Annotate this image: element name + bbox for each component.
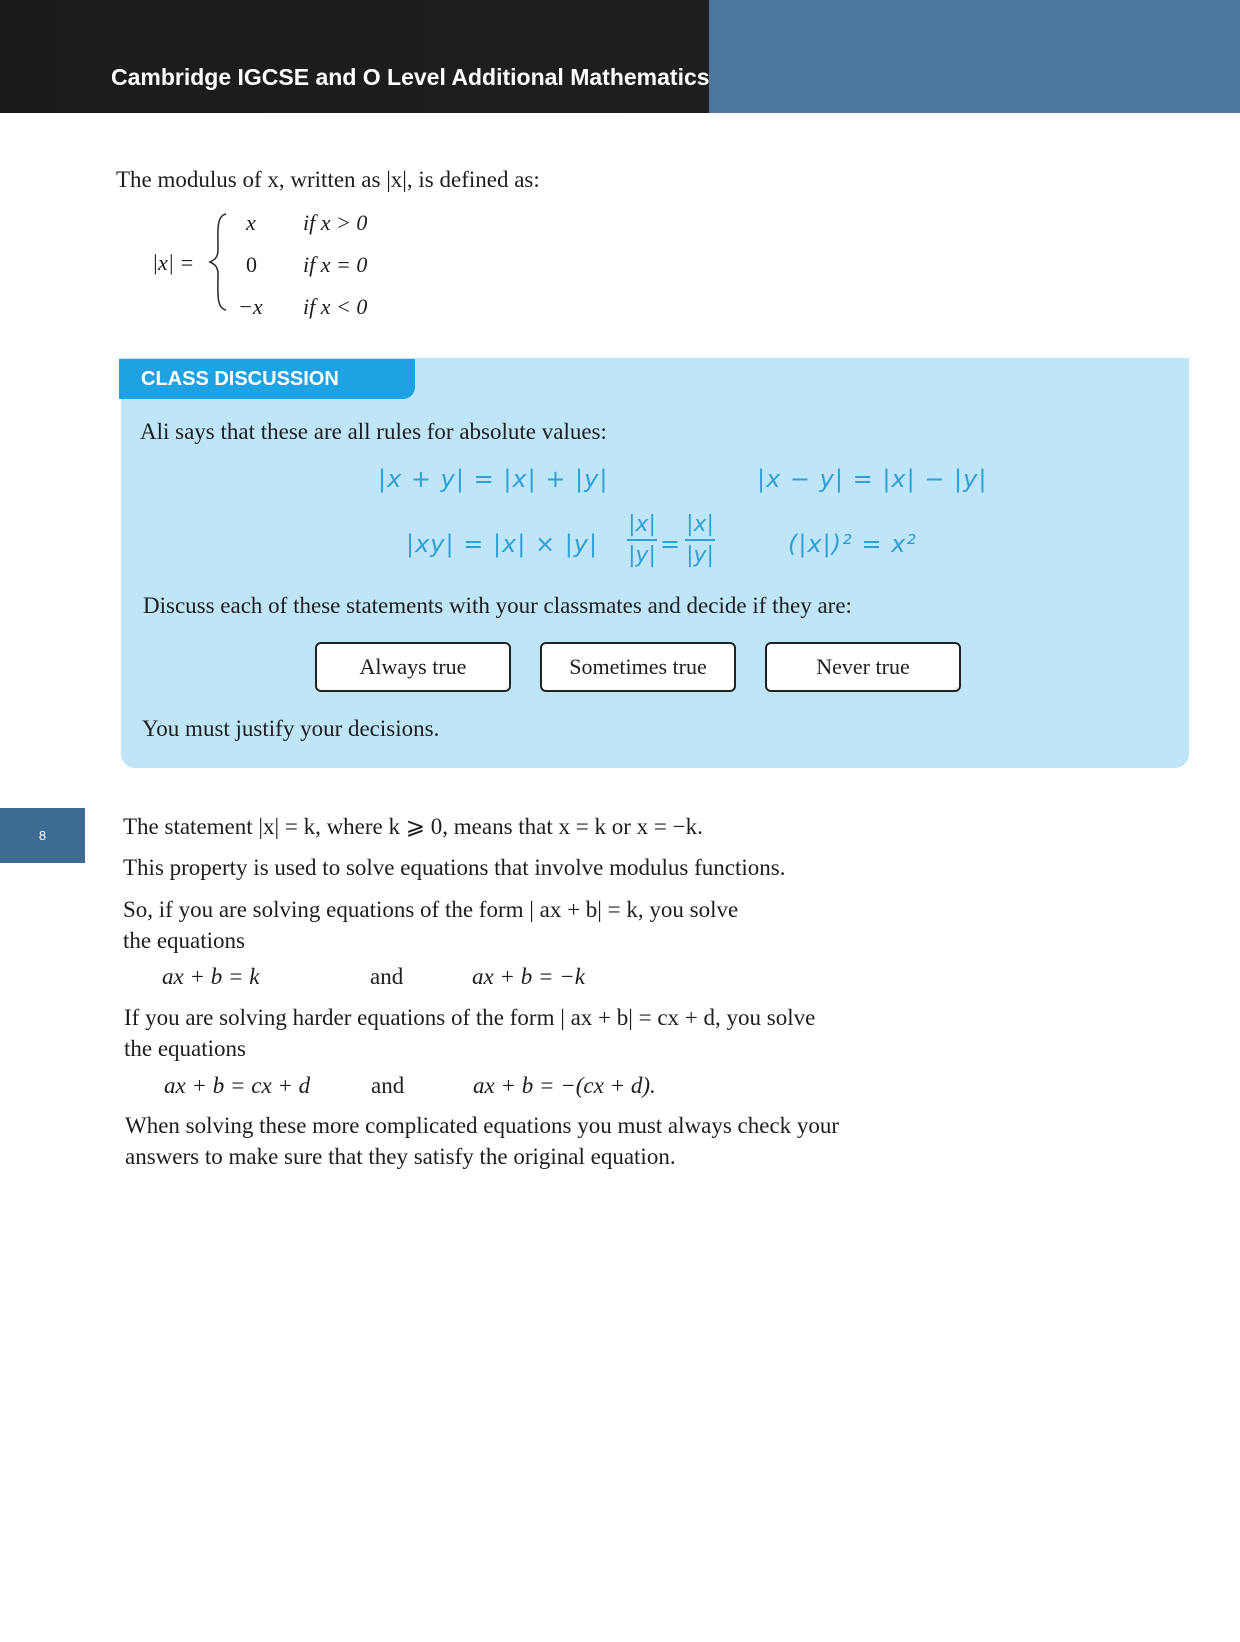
page-number: 8 xyxy=(38,828,47,843)
case-value: 0 xyxy=(246,252,257,277)
denominator: |y| xyxy=(686,543,714,568)
discussion-intro: Ali says that these are all rules for absolute values: xyxy=(140,419,607,444)
rule-sum: |x + y| = |x| + |y| xyxy=(378,465,609,493)
choice-always-true: Always true xyxy=(315,642,511,692)
paragraph-form-2-cont: the equations xyxy=(124,1036,246,1061)
page-number-tab xyxy=(0,808,85,863)
paragraph-property: This property is used to solve equations that involve modulus functions. xyxy=(123,855,786,880)
equation-2-right: ax + b = −(cx + d). xyxy=(473,1073,656,1098)
case-value: x xyxy=(246,210,256,235)
discussion-footer: You must justify your decisions. xyxy=(142,716,440,741)
rule-square: (|x|)² = x² xyxy=(788,530,917,558)
paragraph-check-cont: answers to make sure that they satisfy the original equation. xyxy=(125,1144,676,1169)
choice-never-true: Never true xyxy=(765,642,961,692)
book-title: Cambridge IGCSE and O Level Additional Mathematics xyxy=(111,64,710,90)
rule-quotient-right xyxy=(685,512,715,568)
header-accent xyxy=(709,0,1240,113)
fraction-bar xyxy=(685,539,715,541)
fraction-bar xyxy=(627,539,657,541)
discussion-prompt: Discuss each of these statements with your classmates and decide if they are: xyxy=(143,593,852,618)
paragraph-form-1-cont: the equations xyxy=(123,928,245,953)
equation-2-and: and xyxy=(371,1073,405,1098)
paragraph-form-2: If you are solving harder equations of the form | ax + b| = cx + d, you solve xyxy=(124,1005,816,1030)
rule-quotient-equals: = xyxy=(660,530,682,558)
rule-quotient-left xyxy=(627,512,657,568)
paragraph-check: When solving these more complicated equations you must always check your xyxy=(125,1113,840,1138)
paragraph-statement: The statement |x| = k, where k ⩾ 0, means that x = k or x = −k. xyxy=(123,814,703,839)
numerator: |x| xyxy=(628,512,656,537)
definition-intro: The modulus of x, written as |x|, is defined as: xyxy=(116,167,540,192)
class-discussion-tab: CLASS DISCUSSION xyxy=(119,359,415,399)
equation-1-left: ax + b = k xyxy=(162,964,260,989)
denominator: |y| xyxy=(628,543,656,568)
case-condition: if x > 0 xyxy=(303,210,368,235)
case-condition: if x = 0 xyxy=(303,252,368,277)
paragraph-form-1: So, if you are solving equations of the form | ax + b| = k, you solve xyxy=(123,897,739,922)
left-brace-icon xyxy=(208,212,228,312)
case-value: −x xyxy=(238,294,263,319)
numerator: |x| xyxy=(686,512,714,537)
equation-2-left: ax + b = cx + d xyxy=(164,1073,311,1098)
definition-lhs: |x| = xyxy=(152,250,195,275)
choice-sometimes-true: Sometimes true xyxy=(540,642,736,692)
equation-1-and: and xyxy=(370,964,404,989)
rule-product: |xy| = |x| × |y| xyxy=(406,530,599,558)
equation-1-right: ax + b = −k xyxy=(472,964,585,989)
rule-difference: |x − y| = |x| − |y| xyxy=(757,465,988,493)
case-condition: if x < 0 xyxy=(303,294,368,319)
